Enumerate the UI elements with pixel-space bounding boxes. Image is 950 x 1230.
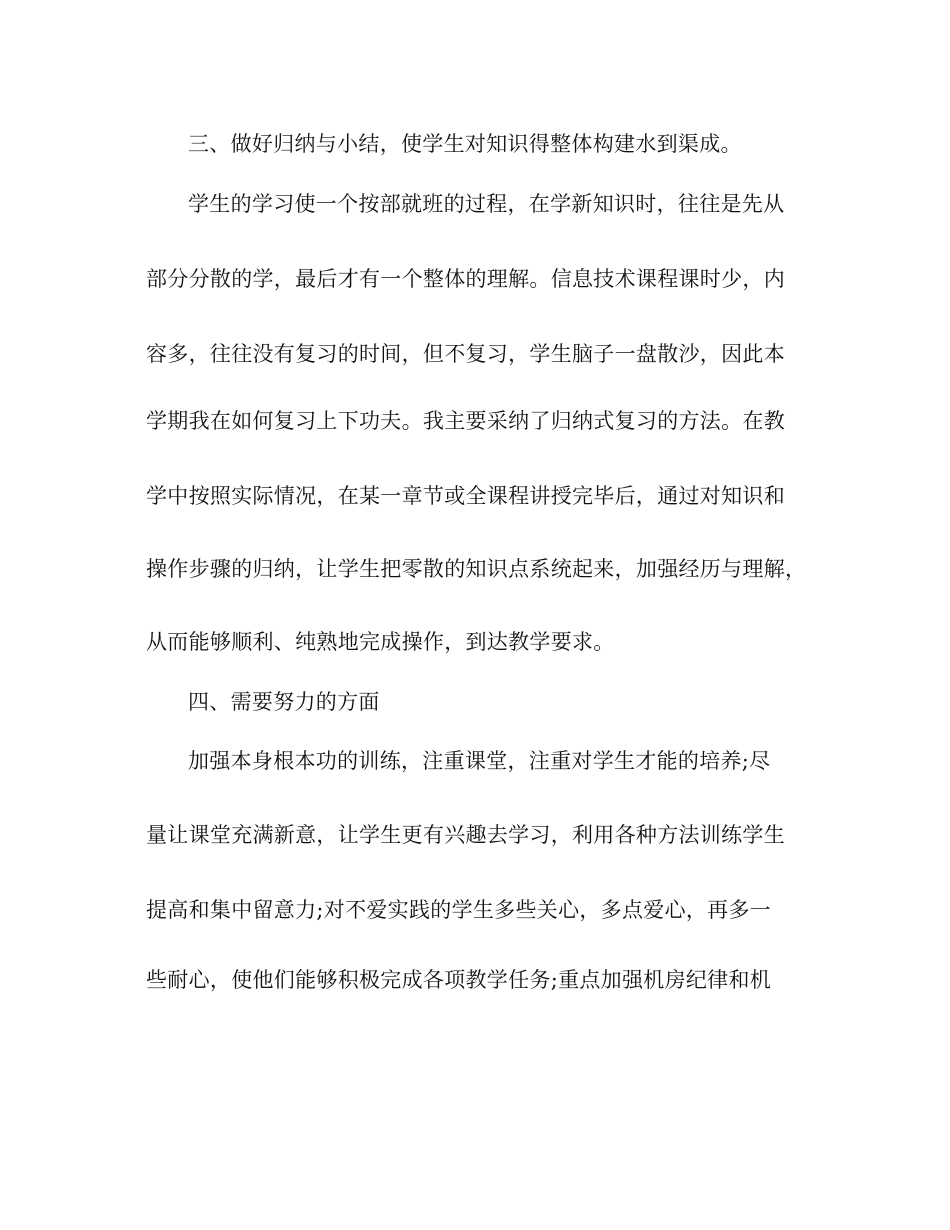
paragraph-line: 容多，往往没有复习的时间，但不复习，学生脑子一盘散沙，因此本: [146, 342, 785, 366]
paragraph-line: 学中按照实际情况，在某一章节或全课程讲授完毕后，通过对知识和: [146, 484, 785, 508]
section-heading-4: 四、需要努力的方面: [188, 690, 380, 714]
paragraph-line: 量让课堂充满新意，让学生更有兴趣去学习，利用各种方法训练学生: [146, 823, 785, 847]
paragraph-line: 提高和集中留意力;对不爱实践的学生多些关心，多点爱心，再多一: [146, 898, 772, 922]
paragraph-line: 从而能够顺利、纯熟地完成操作，到达教学要求。: [146, 630, 615, 654]
paragraph-line: 部分分散的学，最后才有一个整体的理解。信息技术课程课时少，内: [146, 267, 785, 291]
paragraph-line: 操作步骤的归纳，让学生把零散的知识点系统起来，加强经历与理解，: [146, 557, 807, 581]
paragraph-line: 些耐心，使他们能够积极完成各项教学任务;重点加强机房纪律和机: [146, 968, 772, 992]
paragraph-line: 学生的学习使一个按部就班的过程，在学新知识时，往往是先从: [188, 192, 785, 216]
paragraph-line: 加强本身根本功的训练，注重课堂，注重对学生才能的培养;尽: [188, 749, 771, 773]
paragraph-line: 学期我在如何复习上下功夫。我主要采纳了归纳式复习的方法。在教: [146, 409, 785, 433]
section-heading-3: 三、做好归纳与小结，使学生对知识得整体构建水到渠成。: [188, 132, 742, 156]
